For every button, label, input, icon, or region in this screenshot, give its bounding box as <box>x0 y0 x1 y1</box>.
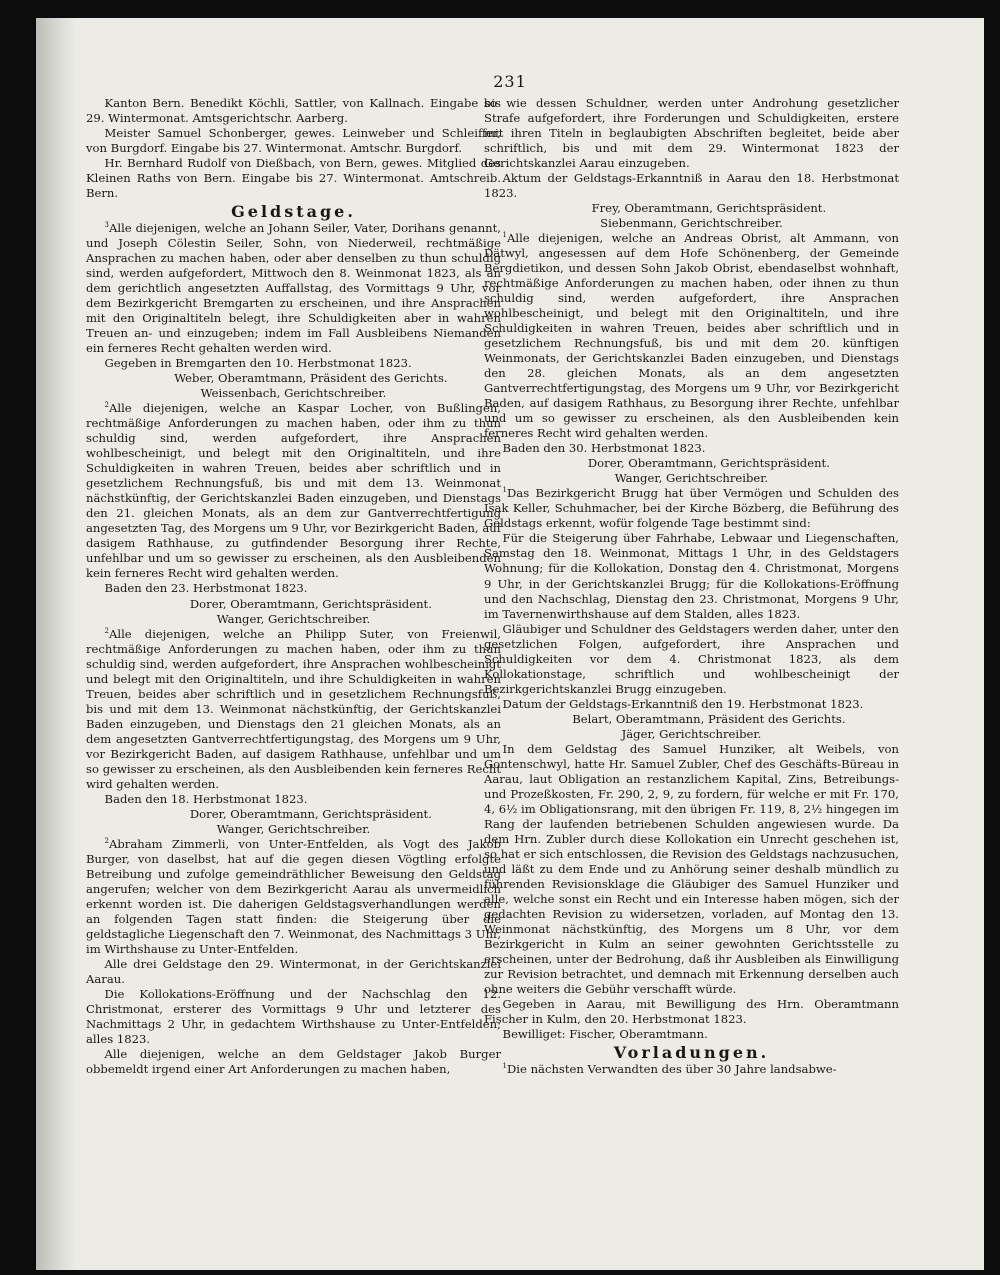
notice-text: Das Bezirkgericht Brugg hat über Vermögen und Schulden des Isak Keller, Schuhmacher, bei der Kirche Bözberg, die Beführung des Geldstags erkennt, wofür folgende Tage bestimmt sind: <box>484 486 899 531</box>
notice-paragraph: Die Kollokations-Eröffnung und der Nachschlag den 12. Christmonat, ersterer des Vormittags 9 Uhr und letzterer des Nachmittags 2 Uhr, in gedachtem Wirthshause zu Unter-Entfelden; alles 1823. <box>86 986 501 1046</box>
notice-date: Baden den 23. Herbstmonat 1823. <box>104 581 308 596</box>
notice-text: Alle diejenigen, welche an Kaspar Locher, von Bußlingen, rechtmäßige Anforderungen zu machen haben, oder ihm zu thun schuldig sind, werden aufgefordert, ihre Ansprachen wohlbescheinigt, und belegt mit den Originaltiteln, und ihre Schuldigkeiten in wahren Treuen, beides aber schriftlich und in gesetzlichem Rechnungsfuß, bis und mit dem 13. Weinmonat nächstkünftig, der Gerichtskanzlei Baden einzugeben, und Dienstags den 21. gleichen Monats, als an dem zur Gantverrechtfertigung angesetzten Tag, des Morgens um 9 Uhr, vor Bezirkgericht Baden, auf dasigem Rathhause, zu gutfindender Besorgung ihrer Rechte, unfehlbar und um so gewisser zu erscheinen, als den Ausbleibenden kein ferneres Recht wird gehalten werden. <box>86 401 501 581</box>
notice-signature: Dorer, Oberamtmann, Gerichtspräsident. <box>587 456 830 471</box>
notice-signature: Jäger, Gerichtschreiber. <box>621 726 762 741</box>
insertion-mark: 1 <box>502 231 508 240</box>
notice-paragraph: Alle diejenigen, welche an dem Geldstager Jakob Burger obbemeldt irgend einer Art Anforderungen zu machen haben, <box>86 1046 501 1076</box>
left-column <box>86 96 501 1077</box>
notice-date: Baden den 18. Herbstmonat 1823. <box>104 791 308 806</box>
notice-signature: Belart, Oberamtmann, Präsident des Gerichts. <box>572 711 846 726</box>
notice-signature: Wanger, Gerichtschreiber. <box>216 611 371 626</box>
notice-paragraph: Gläubiger und Schuldner des Geldstagers werden daher, unter den gesetzlichen Folgen, aufgefordert, ihre Ansprachen und Schuldigkeiten vor dem 4. Christmonat 1823, als dem Kollokationstage, schriftlich und wohlbescheinigt der Bezirkgerichtskanzlei Brugg einzugeben. <box>484 621 899 696</box>
insertion-mark: 3 <box>104 221 110 230</box>
notice-signature: Dorer, Oberamtmann, Gerichtspräsident. <box>189 806 432 821</box>
notice-continuation: so wie dessen Schuldner, werden unter Androhung gesetzlicher Strafe aufgefordert, ihre Forderungen und Schuldigkeiten, erstere mit ihren Titeln in beglaubigten Abschriften begleitet, beide aber schriftlich, bis und mit dem 29. Wintermonat 1823 der Gerichtskanzlei Aarau einzugeben. <box>484 96 899 171</box>
notice-text: Alle diejenigen, welche an Johann Seiler, Vater, Dorihans genannt, und Joseph Cölestin Seiler, Sohn, von Niederweil, rechtmäßige Ansprachen zu machen haben, oder aber denselben zu thun schuldig sind, werden aufgefordert, Mittwoch den 8. Weinmonat 1823, als an dem gerichtlich angesetzten Auffallstag, des Vormittags 9 Uhr, vor dem Bezirkgericht Bremgarten zu erscheinen, und ihre Ansprachen mit den Originaltiteln belegt, ihre Schuldigkeiten aber in wahren Treuen an- und einzugeben; indem im Fall Ausbleibens Niemanden ein ferneres Recht gehalten werden wird. <box>86 221 501 356</box>
notice-vorladung <box>484 1062 899 1077</box>
notice-date: Baden den 30. Herbstmonat 1823. <box>502 441 706 456</box>
notice-approval: Bewilliget: Fischer, Oberamtmann. <box>502 1026 708 1041</box>
notice-seiler <box>86 221 501 356</box>
insertion-mark: 1 <box>502 486 508 495</box>
notice-date: Aktum der Geldstags-Erkanntniß in Aarau den 18. Herbstmonat 1823. <box>484 171 899 201</box>
notice-text: Alle diejenigen, welche an Andreas Obrist, alt Ammann, von Dätwyl, angesessen auf dem Hofe Schönenberg, der Gemeinde Bergdietikon, und dessen Sohn Jakob Obrist, ebendaselbst wohnhaft, rechtmäßige Anforderungen zu machen haben, oder ihnen zu thun schuldig sind, werden aufgefordert, ihre Ansprachen wohlbescheinigt, und belegt mit den Originaltiteln, und ihre Schuldigkeiten in wahren Treuen, beides aber schriftlich und in gesetzlichem Rechnungsfuß, bis und mit dem 20. künftigen Weinmonats, der Gerichtskanzlei Baden einzugeben, und Dienstags den 28. gleichen Monats, als an dem angesetzten Gantverrechtfertigungstag, des Morgens um 9 Uhr, vor Bezirkgericht Baden, auf dasigem Rathhaus, zu Besorgung ihrer Rechte, unfehlbar und um so gewisser zu erscheinen, als den Ausbleibenden kein ferneres Recht wird gehalten werden. <box>484 231 899 441</box>
notice-keller <box>484 486 899 531</box>
notice-signature: Wanger, Gerichtschreiber. <box>216 821 371 836</box>
bern-entry: Hr. Bernhard Rudolf von Dießbach, von Bern, gewes. Mitglied des Kleinen Raths von Bern. Eingabe bis 27. Wintermonat. Amtschreib. Bern. <box>86 156 501 201</box>
notice-signature: Wanger, Gerichtschreiber. <box>614 471 769 486</box>
section-heading-geldstage: Geldstage. <box>231 202 356 222</box>
notice-text: Die nächsten Verwandten des über 30 Jahre landsabwe- <box>507 1061 837 1076</box>
insertion-mark: 2 <box>104 401 110 410</box>
notice-obrist <box>484 231 899 441</box>
right-column <box>484 96 899 1077</box>
notice-signature: Dorer, Oberamtmann, Gerichtspräsident. <box>189 596 432 611</box>
notice-date: Gegeben in Bremgarten den 10. Herbstmonat 1823. <box>104 356 412 371</box>
newspaper-page <box>36 18 984 1270</box>
notice-paragraph: Für die Steigerung über Fahrhabe, Lebwaar und Liegenschaften, Samstag den 18. Weinmonat, Mittags 1 Uhr, in des Geldstagers Wohnung; für die Kollokation, Donstag den 4. Christmonat, Morgens 9 Uhr, in der Gerichtskanzlei Brugg; für die Kollokations-Eröffnung und den Nachschlag, Dienstag den 23. Christmonat, Morgens 9 Uhr, im Tavernenwirthshause auf dem Stalden, alles 1823. <box>484 531 899 621</box>
notice-text: Alle diejenigen, welche an Philipp Suter, von Freienwil, rechtmäßige Anforderungen zu machen haben, oder ihm zu thun schuldig sind, werden aufgefordert, ihre Ansprachen wohlbescheinigt und belegt mit den Originaltiteln, und ihre Schuldigkeiten in wahren Treuen, beides aber schriftlich und in gesetzlichem Rechnungsfuß, bis und mit dem 13. Weinmonat nächstkünftig, der Gerichtskanzlei Baden einzugeben, und Dienstags den 21 gleichen Monats, als an dem angesetzten Gantverrechtfertigungstag, des Morgens um 9 Uhr, vor Bezirkgericht Baden, auf dasigem Rathhause, unfehlbar und um so gewisser zu erscheinen, als den Ausbleibenden kein ferneres Recht wird gehalten werden. <box>86 626 501 791</box>
page-number: 231 <box>493 72 527 91</box>
insertion-mark: 2 <box>104 836 110 845</box>
insertion-mark: 2 <box>104 626 110 635</box>
binding-fold-shadow <box>36 18 76 1270</box>
notice-date: Gegeben in Aarau, mit Bewilligung des Hrn. Oberamtmann Fischer in Kulm, den 20. Herbstmonat 1823. <box>484 996 899 1026</box>
notice-text: Abraham Zimmerli, von Unter-Entfelden, als Vogt des Jakob Burger, von daselbst, hat auf die gegen diesen Vögtling erfolgte Betreibung und zufolge gemeindräthlicher Beweisung den Geldstag angerufen; welcher von dem Bezirkgericht Aarau als unvermeidlich erkennt worden ist. Die daherigen Geldstagsverhandlungen werden an folgenden Tagen statt finden: die Steigerung über die geldstagliche Liegenschaft den 7. Weinmonat, des Nachmittags 3 Uhr, im Wirthshause zu Unter-Entfelden. <box>86 836 501 956</box>
notice-paragraph: Alle drei Geldstage den 29. Wintermonat, in der Gerichtskanzlei Aarau. <box>86 956 501 986</box>
notice-signature: Siebenmann, Gerichtschreiber. <box>600 216 783 231</box>
insertion-mark: 1 <box>502 1062 508 1071</box>
bern-entry: Meister Samuel Schonberger, gewes. Leinweber und Schleiffer, von Burgdorf. Eingabe bis 27. Wintermonat. Amtschr. Burgdorf. <box>86 126 501 156</box>
notice-suter <box>86 627 501 792</box>
notice-signature: Weber, Oberamtmann, Präsident des Gerichts. <box>174 371 448 386</box>
notice-hunziker: In dem Geldstag des Samuel Hunziker, alt Weibels, von Gontenschwyl, hatte Hr. Samuel Zubler, Chef des Geschäfts-Büreau in Aarau, laut Obligation an restanzlichem Kapital, Zins, Betreibungs- und Prozeßkosten, Fr. 290, 2, 9, zu fordern, für welche er mit Fr. 170, 4, 6½ im Obligationsrang, mit den übrigen Fr. 119, 8, 2½ hingegen im Rang der laufenden betriebenen Schulden angewiesen wurde. Da dem Hrn. Zubler durch diese Kollokation ein Unrecht geschehen ist, so hat er sich entschlossen, die Revision des Geldstags nachzusuchen, und läßt zu dem Ende und zu Anhörung seiner deshalb mündlich zu führenden Revisionsklage die Gläubiger des Samuel Hunziker und alle, welche sonst ein Recht und ein Interesse haben mögen, sich der gedachten Revision zu widersetzen, vorladen, auf Montag den 13. Weinmonat nächstkünftig, des Morgens um 8 Uhr, vor dem Bezirkgericht in Kulm an seiner gewohnten Gerichtsstelle zu erscheinen, unter der Bedrohung, daß ihr Ausbleiben als Einwilligung zur Revision betrachtet, und demnach mit Erkennung derselben auch ohne weiters die Gebühr verschafft würde. <box>484 741 899 996</box>
notice-signature: Weissenbach, Gerichtschreiber. <box>200 386 387 401</box>
notice-locher <box>86 401 501 581</box>
notice-date: Datum der Geldstags-Erkanntniß den 19. Herbstmonat 1823. <box>502 696 864 711</box>
section-heading-vorladungen: Vorladungen. <box>613 1042 770 1062</box>
bern-entry: Kanton Bern. Benedikt Köchli, Sattler, von Kallnach. Eingabe bis 29. Wintermonat. Amtsgerichtschr. Aarberg. <box>86 96 501 126</box>
notice-signature: Frey, Oberamtmann, Gerichtspräsident. <box>591 201 827 216</box>
notice-zimmerli <box>86 837 501 957</box>
